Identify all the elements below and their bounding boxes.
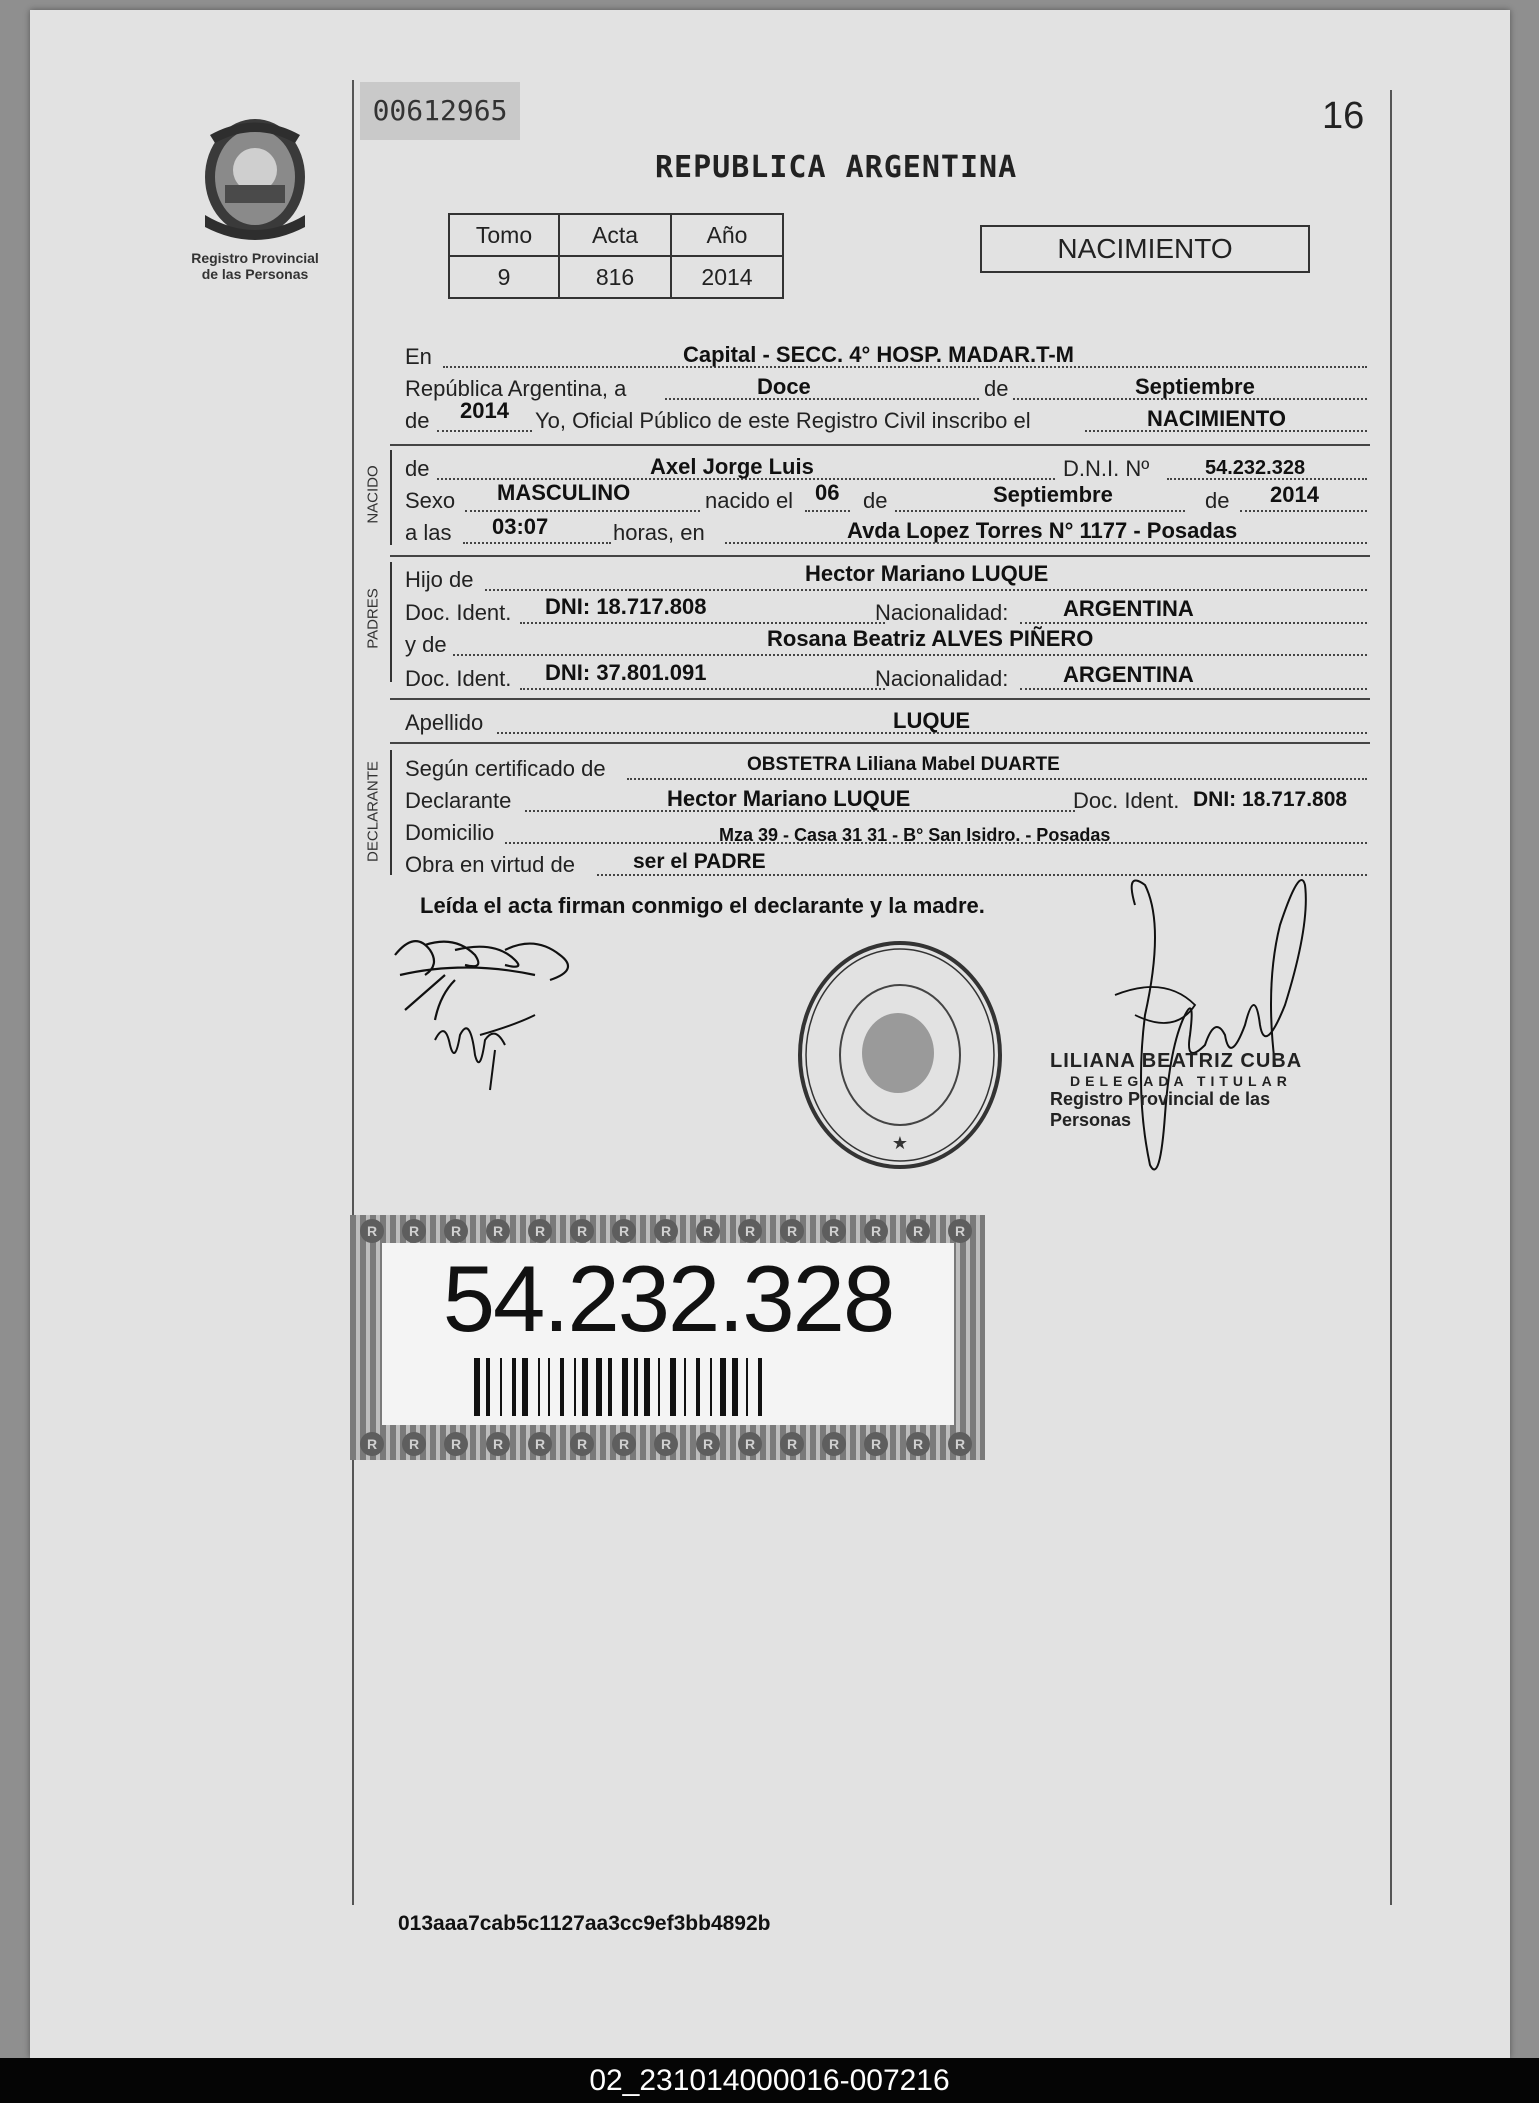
sticker-pattern-top: [350, 1217, 985, 1245]
de-label: de: [405, 456, 430, 481]
obra-value: ser el PADRE: [633, 850, 766, 873]
sticker-r-mark: R: [486, 1219, 510, 1243]
dotted-leader: [1020, 622, 1367, 624]
mother-name: Rosana Beatriz ALVES PIÑERO: [767, 626, 1094, 651]
sticker-r-mark: R: [570, 1432, 594, 1456]
header-tomo: Tomo: [449, 214, 559, 256]
mother-doc-line: [405, 662, 1367, 694]
value-tomo: 9: [449, 256, 559, 298]
mother-line: [405, 628, 1367, 660]
certificado-label: Según certificado de: [405, 756, 606, 781]
father-doc-line: [405, 596, 1367, 628]
country-heading: REPUBLICA ARGENTINA: [655, 150, 1018, 185]
dotted-leader: [1240, 510, 1367, 512]
dotted-leader: [520, 622, 885, 624]
barcode-bar: [634, 1358, 638, 1416]
barcode-bar: [696, 1358, 700, 1416]
barcode-bar: [670, 1358, 676, 1416]
address-line: [405, 816, 1367, 848]
obra-label: Obra en virtud de: [405, 852, 575, 877]
father-line: [405, 563, 1367, 595]
mother-nationality: ARGENTINA: [1063, 662, 1194, 687]
de-label-2: de: [863, 488, 888, 513]
sticker-r-mark: R: [780, 1219, 804, 1243]
province-logo: [160, 115, 350, 282]
official-signature-icon: [1075, 865, 1325, 1195]
sticker-r-mark: R: [612, 1432, 636, 1456]
declarant-line: [405, 784, 1367, 816]
sticker-r-mark: R: [864, 1219, 888, 1243]
declarante-doc: DNI: 18.717.808: [1193, 788, 1348, 811]
declarante-label: Declarante: [405, 788, 512, 813]
dotted-leader: [465, 510, 700, 512]
barcode-bar: [720, 1358, 726, 1416]
domicilio-value: Mza 39 - Casa 31 31 - B° San Isidro. - Posadas: [719, 825, 1111, 845]
left-margin-line: [352, 80, 354, 1905]
barcode-bar: [608, 1358, 612, 1416]
barcode-bar: [512, 1358, 516, 1416]
de-label: de: [980, 376, 1012, 402]
en-label: En: [405, 344, 432, 369]
padres-section-label: PADRES: [364, 588, 382, 649]
barcode-bar: [474, 1358, 480, 1416]
sticker-r-mark: R: [780, 1432, 804, 1456]
mother-doc: DNI: 37.801.091: [545, 660, 707, 685]
certificado-value: OBSTETRA Liliana Mabel DUARTE: [747, 754, 1060, 775]
sticker-r-mark: R: [360, 1219, 384, 1243]
place-value: Capital - SECC. 4° HOSP. MADAR.T-M: [683, 342, 1074, 367]
reference-table: [448, 213, 784, 299]
logo-label-line1: Registro Provincial: [191, 250, 319, 266]
registrar-role: DELEGADA TITULAR: [1070, 1073, 1292, 1089]
sticker-r-mark: R: [654, 1432, 678, 1456]
sticker-r-mark: R: [486, 1432, 510, 1456]
surname-line: [405, 706, 1367, 738]
father-name: Hector Mariano LUQUE: [805, 561, 1049, 586]
svg-text:★: ★: [891, 1133, 909, 1154]
page-number: 16: [1322, 95, 1365, 137]
hijo-de-label: Hijo de: [405, 567, 474, 592]
coat-of-arms-icon: [195, 115, 315, 245]
sticker-face: [382, 1243, 954, 1425]
declarant-signature-icon: [385, 925, 595, 1095]
sticker-r-mark: R: [696, 1432, 720, 1456]
sticker-r-mark: R: [444, 1432, 468, 1456]
sticker-r-mark: R: [906, 1219, 930, 1243]
de-label: de: [405, 408, 430, 433]
birth-month: Septiembre: [993, 482, 1113, 507]
barcode-bar: [574, 1358, 576, 1416]
barcode-bar: [732, 1358, 738, 1416]
registrar-name: LILIANA BEATRIZ CUBA: [1050, 1050, 1303, 1072]
barcode-bar: [486, 1358, 490, 1416]
section-bar: [390, 562, 392, 682]
barcode-bar: [658, 1358, 660, 1416]
sticker-r-mark: R: [822, 1219, 846, 1243]
nacionalidad-label: Nacionalidad:: [875, 666, 1009, 691]
republica-label: República Argentina, a: [405, 376, 627, 401]
doc-ident-label: Doc. Ident.: [1073, 788, 1180, 813]
header-acta: Acta: [559, 214, 671, 256]
nacionalidad-label: Nacionalidad:: [875, 600, 1009, 625]
doc-ident-label: Doc. Ident.: [405, 600, 512, 625]
barcode-bar: [684, 1358, 686, 1416]
horas-label: horas, en: [613, 520, 705, 545]
registrar-office: Registro Provincial de las Personas: [1050, 1089, 1271, 1130]
record-type-box: NACIMIENTO: [980, 225, 1310, 273]
sticker-number: 54.232.328: [442, 1246, 894, 1351]
barcode-bar: [582, 1358, 588, 1416]
barcode-bar: [548, 1358, 550, 1416]
footer-id: 02_231014000016-007216: [0, 2058, 1539, 2103]
sticker-r-mark: R: [402, 1432, 426, 1456]
father-nationality: ARGENTINA: [1063, 596, 1194, 621]
barcode-bar: [644, 1358, 650, 1416]
closing-statement: Leída el acta firman conmigo el declarante y la madre.: [420, 893, 985, 918]
dotted-leader: [463, 542, 611, 544]
barcode-bar: [522, 1358, 528, 1416]
registrar-block: [1050, 1050, 1340, 1131]
section-bar: [390, 750, 392, 875]
month-value: Septiembre: [1135, 374, 1255, 399]
sticker-r-mark: R: [738, 1219, 762, 1243]
child-dni: 54.232.328: [1205, 457, 1306, 479]
birth-year: 2014: [1270, 482, 1319, 507]
sticker-r-mark: R: [402, 1219, 426, 1243]
sticker-r-mark: R: [612, 1219, 636, 1243]
barcode-bar: [710, 1358, 712, 1416]
sticker-r-mark: R: [948, 1432, 972, 1456]
sticker-pattern-bottom: [350, 1430, 985, 1458]
control-number: 00612965: [360, 82, 520, 140]
birth-place: Avda Lopez Torres N° 1177 - Posadas: [847, 518, 1238, 543]
place-line: [405, 340, 1367, 372]
barcode-bar: [500, 1358, 502, 1416]
official-seal-icon: [790, 935, 1010, 1175]
apellido-label: Apellido: [405, 710, 484, 735]
section-rule: [390, 444, 1370, 446]
declarante-name: Hector Mariano LUQUE: [667, 786, 911, 811]
sticker-r-mark: R: [528, 1432, 552, 1456]
header-anio: Año: [671, 214, 783, 256]
sticker-r-mark: R: [696, 1219, 720, 1243]
surname-value: LUQUE: [893, 708, 970, 733]
domicilio-label: Domicilio: [405, 820, 495, 845]
section-rule: [390, 698, 1370, 700]
sex-birthdate-line: [405, 480, 1367, 516]
inscription-line: [405, 398, 1367, 436]
nacido-el-label: nacido el: [705, 488, 794, 513]
sticker-r-mark: R: [864, 1432, 888, 1456]
dotted-leader: [485, 589, 1367, 591]
barcode-bar: [758, 1358, 762, 1416]
dotted-leader: [627, 778, 1367, 780]
birth-day: 06: [815, 480, 840, 505]
sticker-r-mark: R: [444, 1219, 468, 1243]
date-line: [405, 372, 1367, 404]
sticker-r-mark: R: [822, 1432, 846, 1456]
barcode-bar: [746, 1358, 748, 1416]
inscription-text: Yo, Oficial Público de este Registro Civil inscribo el: [535, 408, 1031, 433]
sticker-r-mark: R: [528, 1219, 552, 1243]
dotted-leader: [453, 654, 1367, 656]
sticker-r-mark: R: [654, 1219, 678, 1243]
dotted-leader: [437, 430, 532, 432]
certificate-line: [405, 752, 1367, 784]
sexo-value: MASCULINO: [497, 480, 631, 505]
barcode-bar: [596, 1358, 602, 1416]
declarante-section-label: DECLARANTE: [364, 761, 382, 862]
dni-label: D.N.I. Nº: [1063, 456, 1150, 481]
barcode-bar: [560, 1358, 564, 1416]
section-rule: [390, 742, 1370, 744]
document-hash: 013aaa7cab5c1127aa3cc9ef3bb4892b: [398, 1912, 771, 1935]
nacido-section-label: NACIDO: [364, 465, 382, 524]
section-bar: [390, 450, 392, 545]
barcode-bar: [622, 1358, 628, 1416]
dotted-leader: [520, 688, 885, 690]
sticker-r-mark: R: [360, 1432, 384, 1456]
logo-label-line2: de las Personas: [201, 266, 309, 282]
value-acta: 816: [559, 256, 671, 298]
de-label-3: de: [1205, 488, 1230, 513]
id-sticker: [350, 1215, 985, 1460]
sticker-r-mark: R: [948, 1219, 972, 1243]
doc-ident-label: Doc. Ident.: [405, 666, 512, 691]
y-de-label: y de: [405, 632, 447, 657]
birth-time-place-line: [405, 516, 1367, 548]
year-value: 2014: [460, 398, 509, 423]
sexo-label: Sexo: [405, 488, 456, 513]
a-las-label: a las: [405, 520, 452, 545]
record-value: NACIMIENTO: [1147, 406, 1286, 431]
sticker-r-mark: R: [570, 1219, 594, 1243]
sticker-r-mark: R: [738, 1432, 762, 1456]
dotted-leader: [895, 510, 1185, 512]
section-rule: [390, 555, 1370, 557]
dotted-leader: [1020, 688, 1367, 690]
barcode-icon: [474, 1358, 864, 1416]
value-anio: 2014: [671, 256, 783, 298]
dotted-leader: [805, 510, 850, 512]
day-value: Doce: [757, 374, 811, 399]
birth-time: 03:07: [492, 514, 549, 539]
father-doc: DNI: 18.717.808: [545, 594, 707, 619]
right-margin-line: [1390, 90, 1392, 1905]
sticker-r-mark: R: [906, 1432, 930, 1456]
barcode-bar: [538, 1358, 540, 1416]
child-name: Axel Jorge Luis: [650, 454, 814, 479]
